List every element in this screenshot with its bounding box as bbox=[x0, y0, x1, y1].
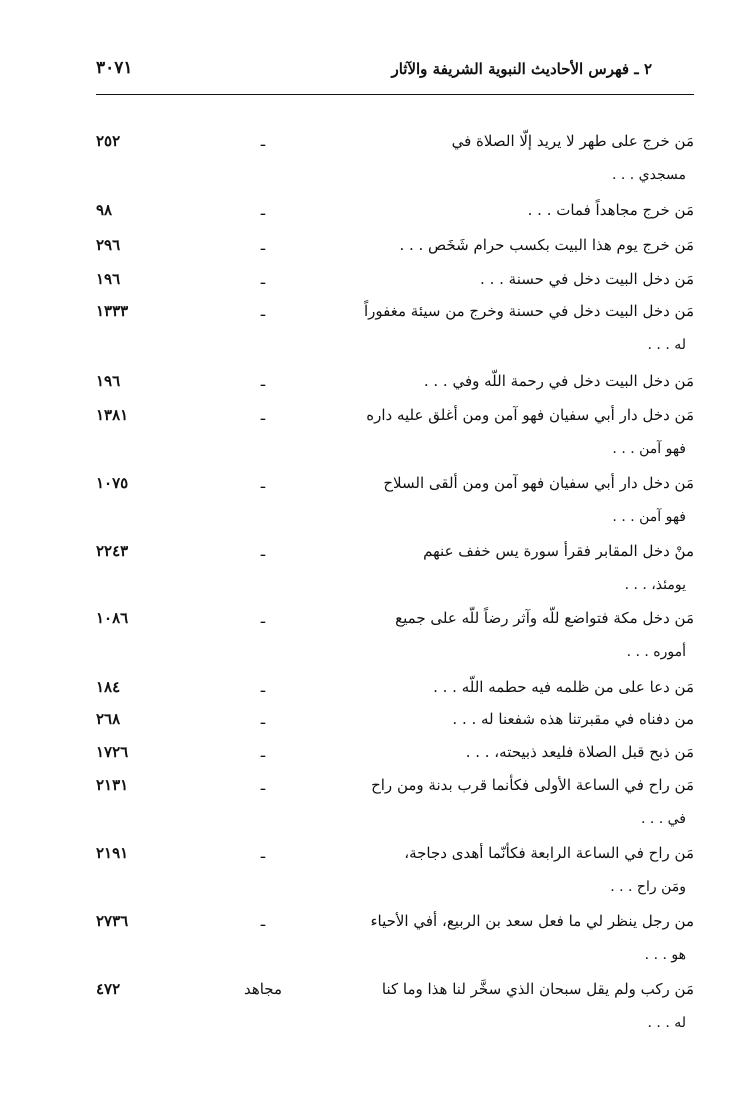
entry-number: ٢٥٢ bbox=[96, 132, 121, 150]
entry-text bbox=[334, 193, 694, 227]
entry-text bbox=[334, 262, 694, 296]
entry-line-1: مَن خرج يوم هذا البيت بكسب حرام شَخَص . . . bbox=[399, 236, 694, 254]
entry-text bbox=[334, 398, 694, 466]
entry-line-2: أموره . . . bbox=[626, 644, 686, 660]
entry-number: ١٣٣٣ bbox=[96, 302, 129, 320]
entry-narrator: ـ bbox=[260, 270, 266, 288]
entry-line-2: في . . . bbox=[640, 811, 686, 827]
entry-text bbox=[334, 364, 694, 398]
entry-line-1: مَن دخل البيت دخل في رحمة اللّه وفي . . . bbox=[423, 372, 694, 390]
entry-line-1: مَن دعا على من ظلمه فيه حطمه اللّه . . . bbox=[433, 678, 694, 696]
entry-line-1: مَن دخل البيت دخل في حسنة وخرج من سيئة مغفوراً bbox=[363, 302, 694, 320]
entry-narrator: ـ bbox=[260, 132, 266, 150]
entry-text bbox=[334, 836, 694, 904]
entry-text bbox=[334, 228, 694, 262]
entry-narrator: ـ bbox=[260, 542, 266, 560]
entry-number: ٢٢٤٣ bbox=[96, 542, 129, 560]
entry-narrator: ـ bbox=[260, 776, 266, 794]
entry-line-2: ومَن راح . . . bbox=[610, 879, 686, 895]
entry-narrator: ـ bbox=[260, 372, 266, 390]
entry-text bbox=[334, 904, 694, 972]
entry-narrator: ـ bbox=[260, 844, 266, 862]
entry-narrator: ـ bbox=[260, 406, 266, 424]
entry-number: ١٩٦ bbox=[96, 270, 121, 288]
entry-narrator: ـ bbox=[260, 201, 266, 219]
entry-line-1: مَن دخل دار أبي سفيان فهو آمن ومن أغلق عليه داره bbox=[366, 406, 694, 424]
entry-narrator: ـ bbox=[260, 912, 266, 930]
entry-narrator: ـ bbox=[260, 678, 266, 696]
entry-number: ٢٦٨ bbox=[96, 710, 121, 728]
entry-line-1: مَن خرج على طهر لا يريد إلّا الصلاة في bbox=[451, 132, 694, 150]
entry-narrator: ـ bbox=[260, 474, 266, 492]
entry-line-1: من رجل ينظر لي ما فعل سعد بن الربيع، أفي الأحياء bbox=[370, 912, 694, 930]
entry-narrator: ـ bbox=[260, 609, 266, 627]
entry-number: ١٧٢٦ bbox=[96, 743, 129, 761]
header-divider bbox=[96, 94, 694, 95]
entry-text bbox=[334, 601, 694, 669]
entry-number: ٢١٣١ bbox=[96, 776, 129, 794]
entry-line-2: مسجدي . . . bbox=[611, 167, 686, 183]
entry-number: ٩٨ bbox=[96, 201, 113, 219]
entry-line-1: من دفناه في مقبرتنا هذه شفعنا له . . . bbox=[452, 710, 694, 728]
entry-text bbox=[334, 735, 694, 769]
entry-text bbox=[334, 534, 694, 602]
entry-text bbox=[334, 124, 694, 192]
entry-text bbox=[334, 294, 694, 362]
entry-narrator: ـ bbox=[260, 743, 266, 761]
entry-narrator: مجاهد bbox=[243, 980, 283, 998]
entry-text bbox=[334, 670, 694, 704]
entry-text bbox=[334, 702, 694, 736]
entry-narrator: ـ bbox=[260, 236, 266, 254]
running-header bbox=[96, 52, 652, 88]
running-title: ٢ ـ فهرس الأحاديث النبوية الشريفة والآثار bbox=[391, 60, 652, 78]
entry-number: ١٠٨٦ bbox=[96, 609, 129, 627]
entry-line-1: مَن ذبح قبل الصلاة فليعد ذبيحته، . . . bbox=[465, 743, 694, 761]
entry-line-2: هو . . . bbox=[644, 947, 686, 963]
entry-line-1: منْ دخل المقابر فقرأ سورة يس خفف عنهم bbox=[423, 542, 694, 560]
page-number: ٣٠٧١ bbox=[96, 58, 133, 78]
entry-line-1: مَن راح في الساعة الرابعة فكأنّما أهدى دجاجة، bbox=[404, 844, 694, 862]
entry-line-1: مَن دخل البيت دخل في حسنة . . . bbox=[480, 270, 694, 288]
entry-narrator: ـ bbox=[260, 710, 266, 728]
entry-narrator: ـ bbox=[260, 302, 266, 320]
entry-line-1: مَن ركب ولم يقل سبحان الذي سخَّر لنا هذا وما كنا bbox=[381, 980, 694, 998]
entry-number: ٢١٩١ bbox=[96, 844, 129, 862]
entry-line-2: فهو آمن . . . bbox=[612, 509, 686, 525]
entry-line-1: مَن دخل دار أبي سفيان فهو آمن ومن ألقى السلاح bbox=[383, 474, 694, 492]
entry-number: ٤٧٢ bbox=[96, 980, 121, 998]
entry-line-2: له . . . bbox=[647, 1015, 686, 1031]
entry-number: ١٩٦ bbox=[96, 372, 121, 390]
entry-number: ١٨٤ bbox=[96, 678, 121, 696]
entry-line-1: مَن دخل مكة فتواضع للّه وآثر رضاً للّه على جميع bbox=[395, 609, 694, 627]
entry-line-1: مَن راح في الساعة الأولى فكأنما قرب بدنة ومن راح bbox=[371, 776, 694, 794]
entry-number: ١٠٧٥ bbox=[96, 474, 129, 492]
entry-number: ٢٩٦ bbox=[96, 236, 121, 254]
entry-text bbox=[334, 972, 694, 1040]
entry-text bbox=[334, 768, 694, 836]
entry-number: ٢٧٣٦ bbox=[96, 912, 129, 930]
entry-line-2: له . . . bbox=[647, 337, 686, 353]
entry-line-2: فهو آمن . . . bbox=[612, 441, 686, 457]
entry-text bbox=[334, 466, 694, 534]
entry-line-2: يومئذ، . . . bbox=[624, 577, 686, 593]
entry-line-1: مَن خرج مجاهداً فمات . . . bbox=[527, 201, 694, 219]
entry-number: ١٣٨١ bbox=[96, 406, 129, 424]
